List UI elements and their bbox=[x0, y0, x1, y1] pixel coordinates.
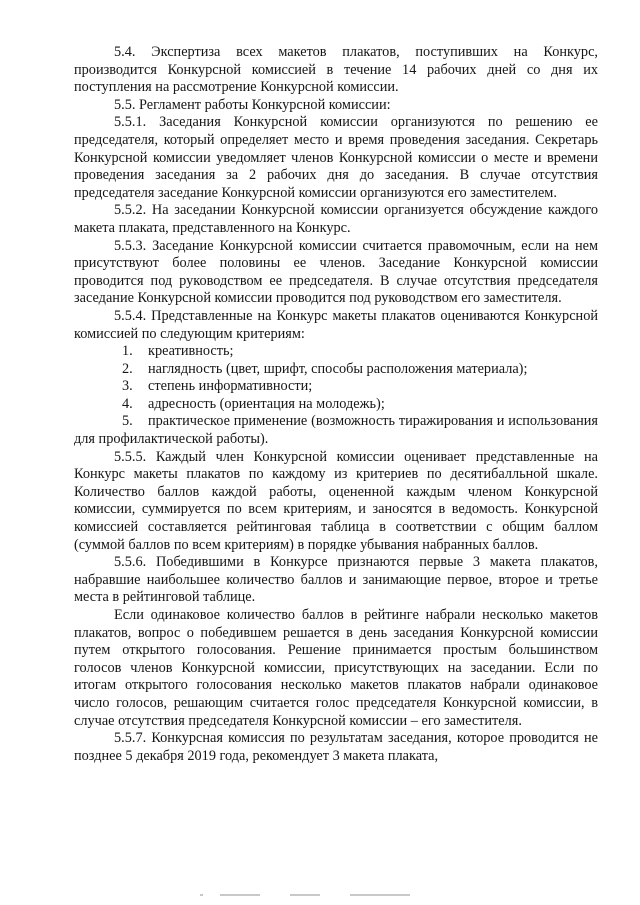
paragraph-5-5-1: 5.5.1. Заседания Конкурсной комиссии организуются по решению ее председателя, который определяет место и время проведения заседания. Секретарь Конкурсной комиссии уведомляет членов Конкурсной комиссии о месте и времени проведения заседания за 2 рабочих дня до заседания. В случае отсутствия председателя заседание Конкурсной комиссии организуются его заместителем. bbox=[74, 114, 598, 201]
list-item-text: наглядность (цвет, шрифт, способы расположения материала); bbox=[148, 360, 528, 377]
list-item-text: практическое применение (возможность тиражирования и использования для профилактической работы). bbox=[74, 413, 598, 448]
criteria-list bbox=[74, 343, 598, 449]
paragraph-5-5-6: 5.5.6. Победившими в Конкурсе признаются первые 3 макета плакатов, набравшие наибольшее количество баллов и занимающие первое, второе и третье места в рейтинговой таблице. bbox=[74, 554, 598, 606]
paragraph-5-4: 5.4. Экспертиза всех макетов плакатов, поступивших на Конкурс, производится Конкурсной комиссией в течение 14 рабочих дней со дня их поступления на рассмотрение Конкурсной комиссии. bbox=[74, 44, 598, 96]
list-item-number: 4. bbox=[122, 395, 133, 412]
list-item bbox=[74, 396, 598, 414]
list-item bbox=[74, 413, 598, 448]
paragraph-5-5: 5.5. Регламент работы Конкурсной комиссии: bbox=[114, 96, 391, 113]
list-item-number: 2. bbox=[122, 360, 133, 377]
document-page bbox=[74, 44, 598, 765]
list-item-text: креативность; bbox=[148, 343, 234, 360]
scan-artifact bbox=[200, 894, 440, 898]
paragraph-5-5-2: 5.5.2. На заседании Конкурсной комиссии организуется обсуждение каждого макета плаката, представленного на Конкурс. bbox=[74, 202, 598, 236]
list-item-number: 3. bbox=[122, 378, 133, 395]
paragraph-5-5-3: 5.5.3. Заседание Конкурсной комиссии считается правомочным, если на нем присутствуют более половины ее членов. Заседание Конкурсной комиссии проводится под руководством ее председателя. В случае отсутствия председателя заседание Конкурсной комиссии проводится под руководством его заместителя. bbox=[74, 237, 598, 307]
paragraph-tie-rule: Если одинаковое количество баллов в рейтинге набрали несколько макетов плакатов, вопрос о победившем решается в день заседания Конкурсной комиссии путем открытого голосования. Решение принимается простым большинством голосов членов Конкурсной комиссии, присутствующих на заседании. Если по итогам открытого голосования несколько макетов плакатов набрали одинаковое число голосов, решающим считается голос председателя Конкурсной комиссии, в случае отсутствия председателя Конкурсной комиссии – его заместителя. bbox=[74, 607, 598, 729]
list-item-number: 1. bbox=[122, 343, 133, 360]
paragraph-5-5-7: 5.5.7. Конкурсная комиссия по результатам заседания, которое проводится не позднее 5 декабря 2019 года, рекомендует 3 макета плаката, bbox=[74, 730, 598, 764]
list-item bbox=[74, 378, 598, 396]
paragraph-5-5-5: 5.5.5. Каждый член Конкурсной комиссии оценивает представленные на Конкурс макеты плакатов по каждому из критериев по десятибалльной шкале. Количество баллов каждой работы, оцененной каждым членом Конкурсной комиссии, суммируется по всем критериям, и заносятся в ведомость. Конкурсной комиссией составляется рейтинговая таблица в соответствии с общим баллом (суммой баллов по всем критериям) в порядке убывания набранных баллов. bbox=[74, 448, 598, 553]
list-item bbox=[74, 361, 598, 379]
list-item-text: степень информативности; bbox=[148, 378, 313, 395]
list-item-text: адресность (ориентация на молодежь); bbox=[148, 395, 385, 412]
list-item-number: 5. bbox=[122, 413, 133, 430]
list-item bbox=[74, 343, 598, 361]
paragraph-5-5-4: 5.5.4. Представленные на Конкурс макеты плакатов оцениваются Конкурсной комиссией по следующим критериям: bbox=[74, 307, 598, 342]
